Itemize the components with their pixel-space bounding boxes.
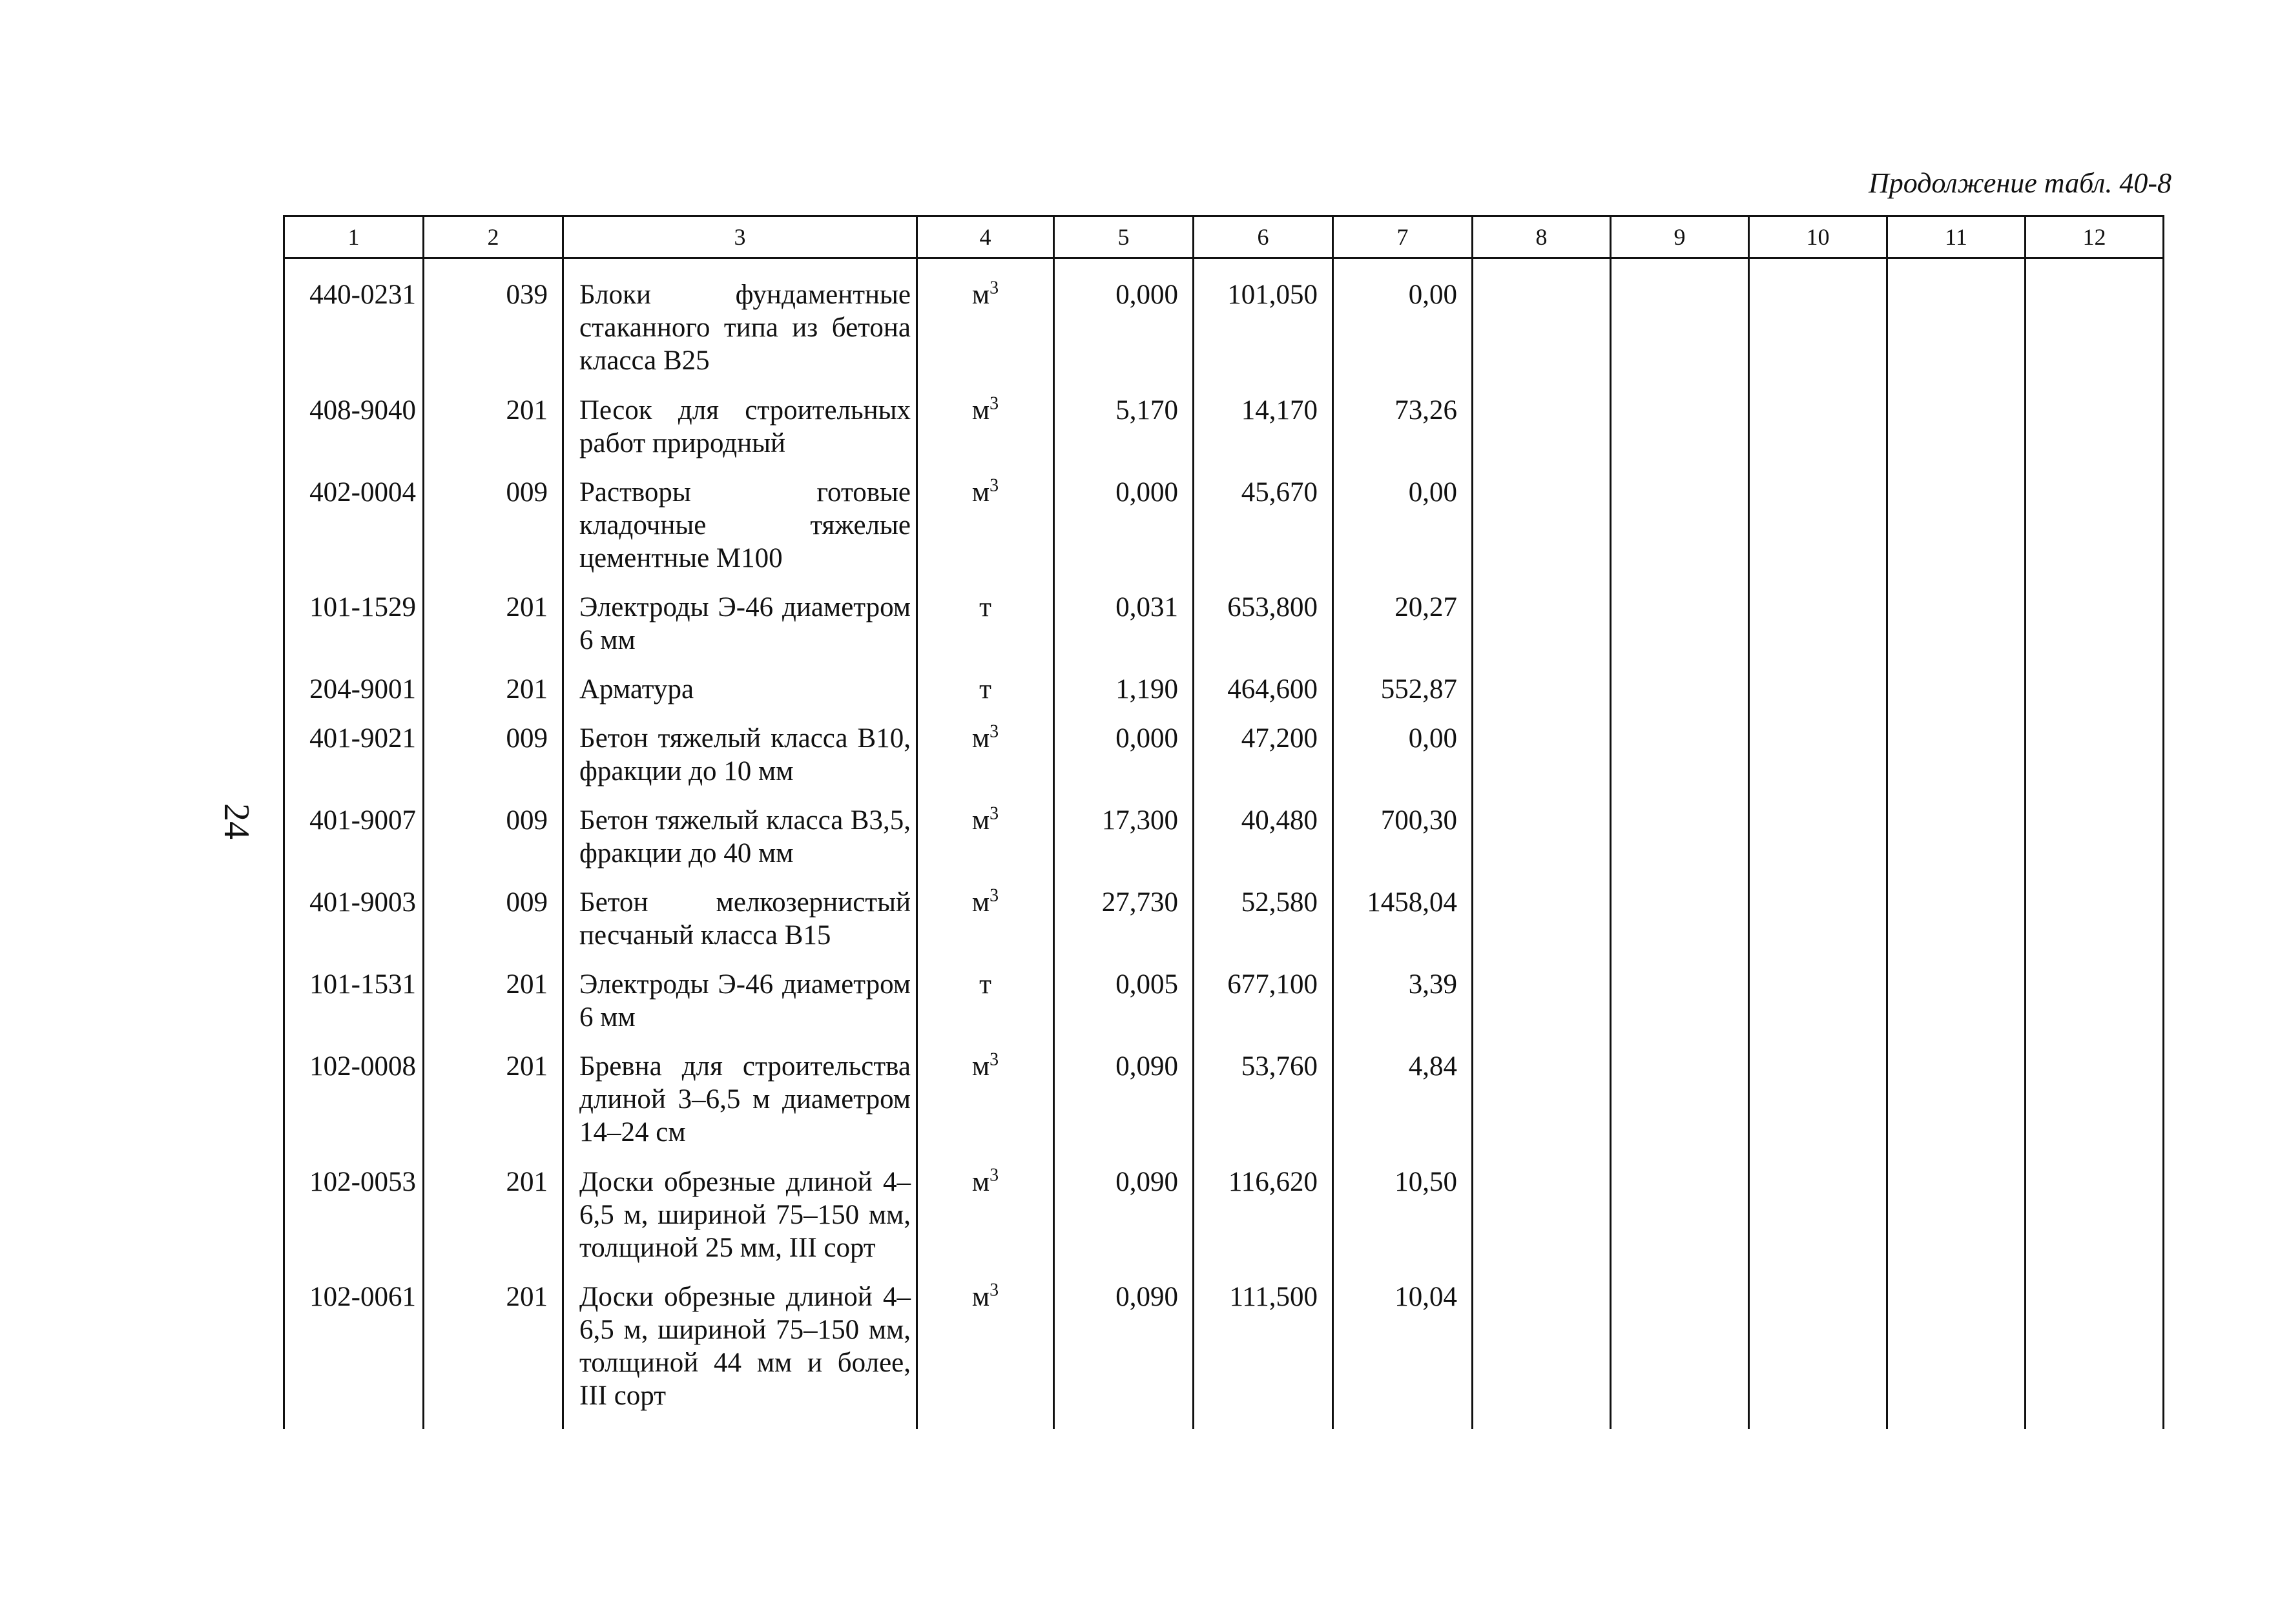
table-row [284, 886, 2164, 968]
empty-cell [1611, 804, 1749, 886]
number-cell [424, 394, 563, 476]
unit-superscript: 3 [990, 393, 999, 414]
empty-cell [1611, 968, 1749, 1050]
unit-cell-text: м [971, 723, 990, 754]
empty-cell [1887, 886, 2026, 968]
name-cell-text: Растворы готовые кладочные тяжелые цементные М100 [579, 477, 911, 573]
empty-cell [1611, 476, 1749, 591]
unit-cell [917, 394, 1054, 476]
name-cell [563, 1050, 917, 1165]
number-cell-text: 201 [506, 1282, 548, 1313]
empty-cell [1611, 1280, 1749, 1429]
col7-cell [1333, 591, 1473, 673]
column-header: 11 [1887, 216, 2026, 258]
code-cell [284, 1280, 424, 1429]
col5-cell-text: 0,031 [1115, 592, 1178, 623]
col7-cell-text: 1458,04 [1367, 887, 1457, 918]
empty-cell [1473, 804, 1611, 886]
name-cell-text: Бревна для строительства длиной 3–6,5 м диаметром 14–24 см [579, 1051, 911, 1148]
code-cell [284, 1050, 424, 1165]
col7-cell-text: 10,04 [1394, 1282, 1457, 1313]
column-header: 12 [2026, 216, 2164, 258]
code-cell [284, 886, 424, 968]
col5-cell-text: 0,090 [1115, 1051, 1178, 1082]
name-cell-text: Бетон тяжелый класса В3,5, фракции до 40 мм [579, 805, 911, 869]
unit-cell [917, 968, 1054, 1050]
name-cell [563, 1280, 917, 1429]
unit-cell [917, 258, 1054, 394]
col7-cell-text: 700,30 [1380, 805, 1457, 836]
number-cell-text: 201 [506, 969, 548, 1000]
unit-cell-text: т [979, 592, 991, 623]
empty-cell [2026, 968, 2164, 1050]
col6-cell-text: 464,600 [1227, 674, 1318, 705]
empty-cell [1473, 673, 1611, 722]
col6-cell-text: 52,580 [1241, 887, 1318, 918]
col5-cell [1054, 1166, 1194, 1280]
col7-cell [1333, 673, 1473, 722]
unit-cell-text: м [971, 1051, 990, 1082]
empty-cell [2026, 258, 2164, 394]
col7-cell-text: 10,50 [1394, 1166, 1457, 1197]
empty-cell [1611, 591, 1749, 673]
col6-cell [1194, 673, 1333, 722]
number-cell-text: 201 [506, 1166, 548, 1197]
col5-cell-text: 0,005 [1115, 969, 1178, 1000]
empty-cell [1749, 968, 1887, 1050]
unit-cell-text: м [971, 1166, 990, 1197]
col6-cell [1194, 394, 1333, 476]
number-cell [424, 886, 563, 968]
table-row [284, 258, 2164, 394]
empty-cell [1887, 722, 2026, 804]
code-cell [284, 394, 424, 476]
name-cell [563, 886, 917, 968]
code-cell-text: 102-0053 [309, 1166, 416, 1197]
empty-cell [1749, 1280, 1887, 1429]
empty-cell [1887, 258, 2026, 394]
col5-cell [1054, 722, 1194, 804]
empty-cell [1473, 1280, 1611, 1429]
col6-cell-text: 111,500 [1229, 1282, 1318, 1313]
name-cell-text: Бетон мелкозернистый песчаный класса В15 [579, 887, 911, 951]
col7-cell [1333, 394, 1473, 476]
empty-cell [1887, 673, 2026, 722]
col6-cell [1194, 886, 1333, 968]
unit-superscript: 3 [990, 721, 999, 742]
empty-cell [2026, 476, 2164, 591]
name-cell-text: Арматура [579, 674, 694, 705]
unit-cell [917, 591, 1054, 673]
name-cell [563, 722, 917, 804]
empty-cell [1473, 591, 1611, 673]
col7-cell-text: 0,00 [1408, 723, 1457, 754]
unit-cell-text: т [979, 969, 991, 1000]
col6-cell [1194, 476, 1333, 591]
empty-cell [1749, 476, 1887, 591]
empty-cell [1887, 1280, 2026, 1429]
col6-cell [1194, 804, 1333, 886]
empty-cell [1473, 258, 1611, 394]
empty-cell [1611, 1050, 1749, 1165]
col6-cell-text: 677,100 [1227, 969, 1318, 1000]
number-cell [424, 1280, 563, 1429]
unit-superscript: 3 [990, 1049, 999, 1070]
unit-cell [917, 673, 1054, 722]
empty-cell [1611, 722, 1749, 804]
table-body [284, 258, 2164, 1430]
header-row [284, 216, 2164, 258]
column-header: 4 [917, 216, 1054, 258]
col5-cell-text: 0,090 [1115, 1166, 1178, 1197]
col5-cell-text: 0,000 [1115, 280, 1178, 310]
col6-cell [1194, 258, 1333, 394]
unit-cell-text: м [971, 477, 990, 508]
code-cell-text: 204-9001 [309, 674, 416, 705]
col7-cell-text: 0,00 [1408, 280, 1457, 310]
page-number: 24 [216, 803, 256, 839]
unit-cell [917, 886, 1054, 968]
unit-cell [917, 1050, 1054, 1165]
empty-cell [1749, 1050, 1887, 1165]
number-cell-text: 009 [506, 887, 548, 918]
col5-cell-text: 0,000 [1115, 723, 1178, 754]
col5-cell-text: 0,090 [1115, 1282, 1178, 1313]
empty-cell [1473, 886, 1611, 968]
col5-cell [1054, 968, 1194, 1050]
col7-cell [1333, 1050, 1473, 1165]
empty-cell [1887, 476, 2026, 591]
empty-cell [1749, 1166, 1887, 1280]
column-header: 9 [1611, 216, 1749, 258]
code-cell-text: 101-1529 [309, 592, 416, 623]
unit-cell-text: м [971, 805, 990, 836]
code-cell-text: 401-9007 [309, 805, 416, 836]
empty-cell [1473, 476, 1611, 591]
unit-cell [917, 722, 1054, 804]
name-cell-text: Песок для строительных работ природный [579, 395, 911, 458]
col6-cell-text: 14,170 [1241, 395, 1318, 426]
code-cell [284, 968, 424, 1050]
col5-cell-text: 27,730 [1101, 887, 1178, 918]
code-cell-text: 101-1531 [309, 969, 416, 1000]
col5-cell [1054, 1050, 1194, 1165]
number-cell [424, 804, 563, 886]
number-cell [424, 968, 563, 1050]
col6-cell-text: 53,760 [1241, 1051, 1318, 1082]
empty-cell [1473, 1166, 1611, 1280]
number-cell [424, 258, 563, 394]
empty-cell [1749, 804, 1887, 886]
col5-cell [1054, 804, 1194, 886]
empty-cell [1611, 673, 1749, 722]
name-cell [563, 673, 917, 722]
col5-cell [1054, 673, 1194, 722]
col6-cell [1194, 591, 1333, 673]
column-header: 7 [1333, 216, 1473, 258]
col7-cell-text: 73,26 [1394, 395, 1457, 426]
table-row [284, 1050, 2164, 1165]
name-cell [563, 968, 917, 1050]
col7-cell-text: 20,27 [1394, 592, 1457, 623]
col6-cell [1194, 1166, 1333, 1280]
col5-cell [1054, 258, 1194, 394]
name-cell-text: Блоки фундаментные стаканного типа из бетона класса В25 [579, 280, 911, 376]
empty-cell [2026, 722, 2164, 804]
col6-cell [1194, 1050, 1333, 1165]
col6-cell [1194, 1280, 1333, 1429]
code-cell [284, 722, 424, 804]
empty-cell [1749, 722, 1887, 804]
column-header: 10 [1749, 216, 1887, 258]
empty-cell [1749, 258, 1887, 394]
col5-cell-text: 17,300 [1101, 805, 1178, 836]
code-cell [284, 258, 424, 394]
number-cell-text: 039 [506, 280, 548, 310]
number-cell-text: 201 [506, 395, 548, 426]
name-cell [563, 394, 917, 476]
col7-cell [1333, 476, 1473, 591]
column-header: 5 [1054, 216, 1194, 258]
col6-cell-text: 47,200 [1241, 723, 1318, 754]
empty-cell [2026, 886, 2164, 968]
table-row [284, 968, 2164, 1050]
number-cell-text: 009 [506, 477, 548, 508]
name-cell-text: Доски обрезные длиной 4–6,5 м, шириной 75–150 мм, толщиной 25 мм, III сорт [579, 1166, 911, 1263]
unit-cell [917, 1280, 1054, 1429]
code-cell [284, 476, 424, 591]
code-cell-text: 440-0231 [309, 280, 416, 310]
code-cell-text: 402-0004 [309, 477, 416, 508]
empty-cell [1887, 394, 2026, 476]
column-header: 1 [284, 216, 424, 258]
col5-cell [1054, 394, 1194, 476]
empty-cell [1749, 886, 1887, 968]
name-cell-text: Бетон тяжелый класса В10, фракции до 10 мм [579, 723, 911, 786]
unit-cell [917, 804, 1054, 886]
number-cell [424, 722, 563, 804]
empty-cell [2026, 804, 2164, 886]
name-cell [563, 258, 917, 394]
col7-cell [1333, 1166, 1473, 1280]
number-cell-text: 009 [506, 805, 548, 836]
number-cell-text: 009 [506, 723, 548, 754]
col6-cell-text: 116,620 [1228, 1166, 1318, 1197]
code-cell-text: 102-0061 [309, 1282, 416, 1313]
col7-cell [1333, 722, 1473, 804]
code-cell [284, 804, 424, 886]
unit-cell [917, 476, 1054, 591]
empty-cell [1749, 673, 1887, 722]
empty-cell [1887, 968, 2026, 1050]
empty-cell [2026, 1166, 2164, 1280]
column-header: 8 [1473, 216, 1611, 258]
col6-cell-text: 40,480 [1241, 805, 1318, 836]
empty-cell [1611, 394, 1749, 476]
unit-superscript: 3 [990, 803, 999, 824]
code-cell [284, 591, 424, 673]
code-cell [284, 1166, 424, 1280]
col6-cell [1194, 968, 1333, 1050]
unit-cell-text: т [979, 674, 991, 705]
number-cell-text: 201 [506, 674, 548, 705]
number-cell [424, 1166, 563, 1280]
empty-cell [1887, 804, 2026, 886]
column-header: 2 [424, 216, 563, 258]
col7-cell-text: 552,87 [1380, 674, 1457, 705]
unit-superscript: 3 [990, 1280, 999, 1300]
empty-cell [1611, 258, 1749, 394]
unit-superscript: 3 [990, 885, 999, 906]
empty-cell [1749, 394, 1887, 476]
name-cell [563, 804, 917, 886]
empty-cell [2026, 394, 2164, 476]
col5-cell [1054, 476, 1194, 591]
col5-cell-text: 1,190 [1115, 674, 1178, 705]
name-cell [563, 1166, 917, 1280]
empty-cell [2026, 673, 2164, 722]
number-cell [424, 591, 563, 673]
table-row [284, 1280, 2164, 1429]
code-cell [284, 673, 424, 722]
empty-cell [1473, 1050, 1611, 1165]
number-cell [424, 1050, 563, 1165]
col7-cell [1333, 258, 1473, 394]
unit-superscript: 3 [990, 1165, 999, 1186]
col5-cell [1054, 591, 1194, 673]
name-cell-text: Доски обрезные длиной 4–6,5 м, шириной 75–150 мм, толщиной 44 мм и более, III сорт [579, 1282, 911, 1412]
col7-cell [1333, 886, 1473, 968]
empty-cell [1611, 1166, 1749, 1280]
col6-cell-text: 653,800 [1227, 592, 1318, 623]
number-cell-text: 201 [506, 1051, 548, 1082]
col7-cell [1333, 1280, 1473, 1429]
number-cell [424, 476, 563, 591]
empty-cell [2026, 1050, 2164, 1165]
col6-cell-text: 101,050 [1227, 280, 1318, 310]
empty-cell [2026, 591, 2164, 673]
col5-cell [1054, 886, 1194, 968]
table-row [284, 394, 2164, 476]
name-cell [563, 476, 917, 591]
table-row [284, 591, 2164, 673]
name-cell-text: Электроды Э-46 диаметром 6 мм [579, 969, 911, 1033]
table-caption: Продолжение табл. 40-8 [1869, 167, 2171, 199]
col7-cell-text: 0,00 [1408, 477, 1457, 508]
col6-cell-text: 45,670 [1241, 477, 1318, 508]
code-cell-text: 401-9021 [309, 723, 416, 754]
col5-cell-text: 5,170 [1115, 395, 1178, 426]
table-row [284, 1166, 2164, 1280]
col6-cell [1194, 722, 1333, 804]
unit-cell [917, 1166, 1054, 1280]
empty-cell [1473, 968, 1611, 1050]
empty-cell [1611, 886, 1749, 968]
code-cell-text: 401-9003 [309, 887, 416, 918]
code-cell-text: 102-0008 [309, 1051, 416, 1082]
col7-cell [1333, 968, 1473, 1050]
empty-cell [1887, 1050, 2026, 1165]
col7-cell-text: 3,39 [1408, 969, 1457, 1000]
unit-cell-text: м [971, 395, 990, 426]
table-row [284, 476, 2164, 591]
col5-cell [1054, 1280, 1194, 1429]
name-cell [563, 591, 917, 673]
empty-cell [1887, 591, 2026, 673]
number-cell [424, 673, 563, 722]
unit-superscript: 3 [990, 475, 999, 496]
table-row [284, 804, 2164, 886]
unit-cell-text: м [971, 280, 990, 310]
resource-table [283, 215, 2164, 1429]
empty-cell [1887, 1166, 2026, 1280]
empty-cell [2026, 1280, 2164, 1429]
empty-cell [1473, 394, 1611, 476]
col7-cell [1333, 804, 1473, 886]
empty-cell [1473, 722, 1611, 804]
code-cell-text: 408-9040 [309, 395, 416, 426]
unit-cell-text: м [971, 1282, 990, 1313]
unit-cell-text: м [971, 887, 990, 918]
unit-superscript: 3 [990, 278, 999, 298]
number-cell-text: 201 [506, 592, 548, 623]
column-header: 3 [563, 216, 917, 258]
col7-cell-text: 4,84 [1408, 1051, 1457, 1082]
name-cell-text: Электроды Э-46 диаметром 6 мм [579, 592, 911, 656]
column-header: 6 [1194, 216, 1333, 258]
table-row [284, 673, 2164, 722]
empty-cell [1749, 591, 1887, 673]
col5-cell-text: 0,000 [1115, 477, 1178, 508]
table-row [284, 722, 2164, 804]
